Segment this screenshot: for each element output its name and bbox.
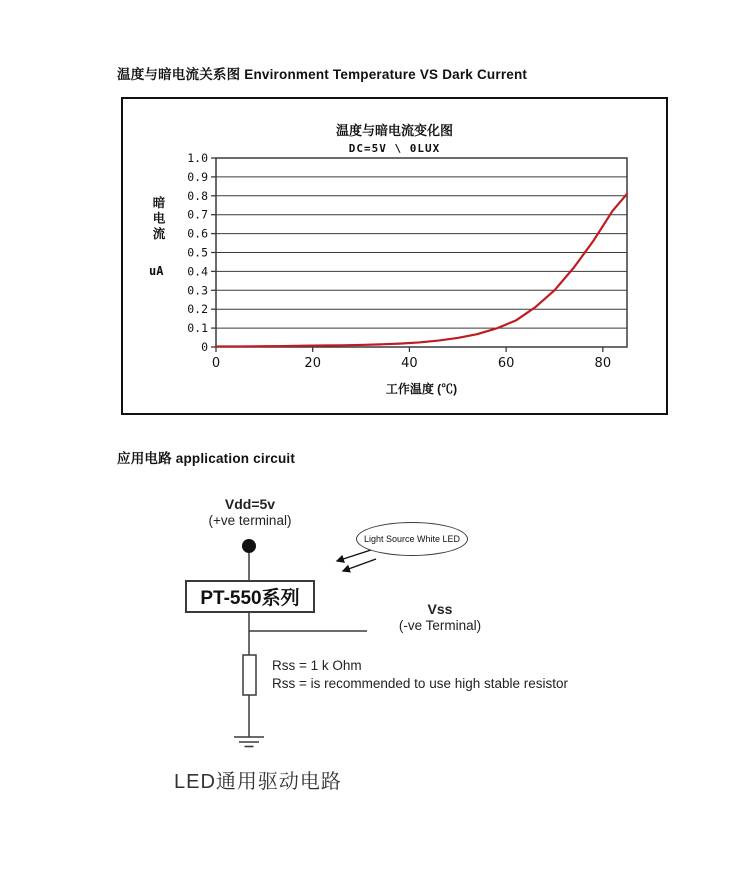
vss-label: Vss	[427, 601, 453, 617]
svg-text:0.6: 0.6	[187, 226, 208, 241]
y-axis-unit: uA	[149, 264, 164, 278]
ground-icon	[234, 737, 264, 747]
chart-title: 温度与暗电流变化图	[335, 123, 453, 138]
vdd-label: Vdd=5v	[224, 496, 276, 512]
svg-text:60: 60	[497, 356, 515, 371]
temperature-vs-dark-current-heading: 温度与暗电流关系图 Environment Temperature VS Dark Current	[117, 67, 528, 82]
svg-text:0.5: 0.5	[187, 245, 208, 260]
svg-text:40: 40	[401, 356, 418, 371]
vdd-terminal-label: (+ve terminal)	[208, 513, 292, 528]
svg-text:0.1: 0.1	[187, 321, 208, 336]
svg-text:0.9: 0.9	[187, 169, 208, 184]
y-axis-title: 暗电流	[151, 196, 165, 243]
svg-text:0.8: 0.8	[187, 188, 208, 203]
svg-text:0.3: 0.3	[187, 283, 208, 298]
rss-note-label: Rss = is recommended to use high stable resistor	[272, 676, 569, 691]
chart-subtitle: DC=5V \ 0LUX	[348, 142, 441, 155]
svg-text:0.7: 0.7	[187, 207, 208, 222]
circuit-caption: LED通用驱动电路	[174, 771, 342, 793]
pt550-sensor-block: PT-550系列	[185, 580, 315, 613]
vdd-terminal-dot-icon	[242, 539, 256, 553]
x-axis-title: 工作温度 (℃)	[385, 382, 458, 396]
svg-text:0: 0	[201, 340, 208, 354]
svg-text:1.0: 1.0	[187, 151, 208, 165]
svg-text:0.4: 0.4	[187, 264, 208, 279]
vss-terminal-label: (-ve Terminal)	[398, 618, 482, 633]
svg-text:80: 80	[594, 356, 612, 371]
svg-text:20: 20	[304, 356, 321, 371]
dark-current-chart	[123, 99, 666, 413]
svg-text:0: 0	[211, 356, 221, 371]
dark-current-chart-frame	[121, 97, 668, 415]
application-circuit-heading: 应用电路 application circuit	[117, 451, 296, 466]
light-arrows-icon	[337, 549, 376, 571]
svg-text:0.2: 0.2	[187, 302, 208, 317]
resistor-icon	[243, 655, 256, 695]
rss-value-label: Rss = 1 k Ohm	[272, 658, 362, 673]
light-source-bubble: Light Source White LED	[356, 522, 468, 556]
